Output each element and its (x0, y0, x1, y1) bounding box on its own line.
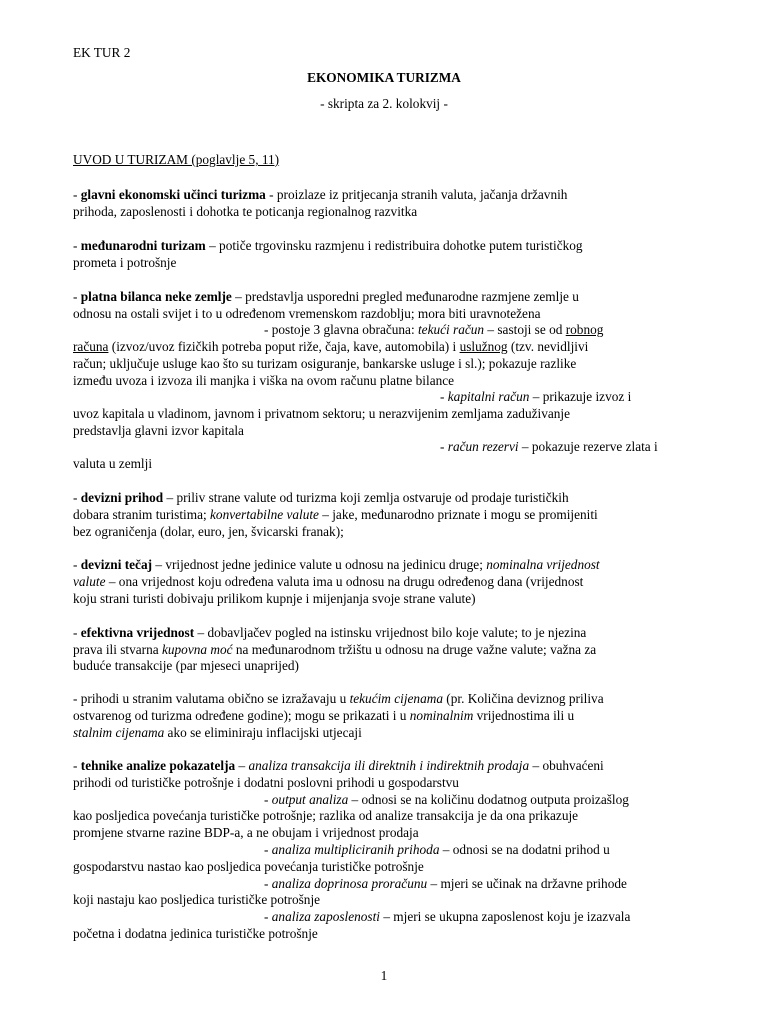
paragraph-line: između uvoza i izvoza ili manjka i viška na ovom računu platne bilance (73, 373, 455, 388)
term-bold: devizni prihod (80, 490, 164, 505)
term-italic: konvertabilne valute (210, 507, 319, 522)
paragraph-line: predstavlja glavni izvor kapitala (73, 423, 244, 438)
document-subtitle: - skripta za 2. kolokvij - (320, 96, 448, 111)
paragraph-line: - međunarodni turizam – potiče trgovinsku razmjenu i redistribuira dohotke putem turističkog (73, 238, 583, 253)
paragraph-line: ostvarenog od turizma određene godine); mogu se prikazati i u nominalnim vrijednostima ili u (73, 708, 575, 723)
paragraph-line: dobara stranim turistima; konvertabilne valute – jake, međunarodno priznate i mogu se promijeniti (73, 507, 598, 522)
term-bold: međunarodni turizam (80, 238, 206, 253)
term-italic: output analiza (271, 792, 349, 807)
term-italic: analiza doprinosa proračunu (271, 876, 428, 891)
paragraph-line: stalnim cijenama ako se eliminiraju inflacijski utjecaji (73, 725, 362, 740)
paragraph-line: - devizni tečaj – vrijednost jedne jedinice valute u odnosu na jedinicu druge; nominalna vrijednost (73, 557, 600, 572)
paragraph-line: - output analiza – odnosi se na količinu dodatnog outputa proizašlog (264, 792, 629, 807)
term-italic: račun rezervi (447, 439, 519, 454)
paragraph-line: - platna bilanca neke zemlje – predstavlja usporedni pregled međunarodne razmjene zemlje u (73, 289, 579, 304)
document-title: EKONOMIKA TURIZMA (307, 70, 461, 85)
paragraph-line: bez ograničenja (dolar, euro, jen, švicarski franak); (73, 524, 344, 539)
term-italic: kupovna moć (161, 642, 233, 657)
term-underlined: računa (73, 339, 109, 354)
term-italic: tekući račun (417, 322, 485, 337)
paragraph-line: - devizni prihod – priliv strane valute od turizma koji zemlja ostvaruje od prodaje turističkih (73, 490, 569, 505)
paragraph-line: prihoda, zaposlenosti i dohotka te poticanja regionalnog razvitka (73, 204, 418, 219)
paragraph-line: početna i dodatna jedinica turističke potrošnje (73, 926, 318, 941)
paragraph-line: - efektivna vrijednost – dobavljačev pogled na istinsku vrijednost bilo koje valute; to je njezina (73, 625, 587, 640)
section-heading: UVOD U TURIZAM (poglavlje 5, 11) (73, 152, 280, 167)
course-code: EK TUR 2 (73, 45, 131, 60)
paragraph-line: valute – ona vrijednost koju određena valuta ima u odnosu na drugu određenog dana (vrijednost (73, 574, 584, 589)
paragraph-line: uvoz kapitala u vladinom, javnom i privatnom sektoru; u nerazvijenim zemljama zaduživanje (73, 406, 570, 421)
paragraph-line: valuta u zemlji (73, 456, 153, 471)
paragraph-line: prihodi od turističke potrošnje i dodatni poslovni prihodi u gospodarstvu (73, 775, 459, 790)
paragraph-line: promjene stvarne razine BDP-a, a ne obujam i vrijednost prodaja (73, 825, 419, 840)
paragraph-line: kao posljedica povećanja turističke potrošnje; razlika od analize transakcija je da ona prikazuje (73, 808, 579, 823)
term-bold: glavni ekonomski učinci turizma (80, 187, 266, 202)
term-italic: analiza multipliciranih prihoda (271, 842, 440, 857)
paragraph-line: prava ili stvarna kupovna moć na međunarodnom tržištu u odnosu na druge važne valute; važna za (73, 642, 597, 657)
paragraph-line: računa (izvoz/uvoz fizičkih potreba poput riže, čaja, kave, automobila) i uslužnog (tzv. nevidljivi (73, 339, 589, 354)
paragraph-line: - prihodi u stranim valutama obično se izražavaju u tekućim cijenama (pr. Količina deviznog priliva (73, 691, 604, 706)
paragraph-line: - račun rezervi – pokazuje rezerve zlata i (440, 439, 658, 454)
paragraph-line: buduće transakcije (par mjeseci unaprijed) (73, 658, 299, 673)
paragraph-line: - glavni ekonomski učinci turizma - proizlaze iz pritjecanja stranih valuta, jačanja državnih (73, 187, 568, 202)
paragraph-line: koji nastaju kao posljedica turističke potrošnje (73, 892, 321, 907)
term-italic: stalnim cijenama (73, 725, 165, 740)
term-italic: analiza zaposlenosti (271, 909, 380, 924)
term-underlined: robnog (565, 322, 604, 337)
paragraph-line: - analiza multipliciranih prihoda – odnosi se na dodatni prihod u (264, 842, 610, 857)
paragraph-line: gospodarstvu nastao kao posljedica povećanja turističke potrošnje (73, 859, 424, 874)
paragraph-line: račun; uključuje usluge kao što su turizam osiguranje, bankarske usluge i sl.); pokazuje razlike (73, 356, 577, 371)
term-italic: nominalna vrijednost (486, 557, 600, 572)
term-underlined: uslužnog (459, 339, 508, 354)
term-italic: kapitalni račun (447, 389, 530, 404)
term-bold: tehnike analize pokazatelja (80, 758, 236, 773)
term-bold: efektivna vrijednost (80, 625, 195, 640)
term-italic: analiza transakcija ili direktnih i indirektnih prodaja (248, 758, 530, 773)
paragraph-line: odnosu na ostali svijet i to u određenom vremenskom razdoblju; mora biti uravnotežena (73, 306, 541, 321)
term-bold: platna bilanca neke zemlje (80, 289, 232, 304)
paragraph-line: - kapitalni račun – prikazuje izvoz i (440, 389, 632, 404)
paragraph-line: prometa i potrošnje (73, 255, 177, 270)
term-italic: nominalnim (409, 708, 474, 723)
term-italic: valute (73, 574, 106, 589)
paragraph-line: - analiza zaposlenosti – mjeri se ukupna zaposlenost koju je izazvala (264, 909, 631, 924)
paragraph-line: koju strani turisti dobivaju prilikom kupnje i mijenjanja svoje strane valute) (73, 591, 476, 606)
paragraph-line: - analiza doprinosa proračunu – mjeri se učinak na državne prihode (264, 876, 627, 891)
term-italic: tekućim cijenama (349, 691, 443, 706)
page-number: 1 (380, 968, 388, 983)
paragraph-line: - tehnike analize pokazatelja – analiza transakcija ili direktnih i indirektnih prodaja – obuhvaćeni (73, 758, 604, 773)
paragraph-line: - postoje 3 glavna obračuna: tekući račun – sastoji se od robnog (264, 322, 604, 337)
term-bold: devizni tečaj (80, 557, 153, 572)
